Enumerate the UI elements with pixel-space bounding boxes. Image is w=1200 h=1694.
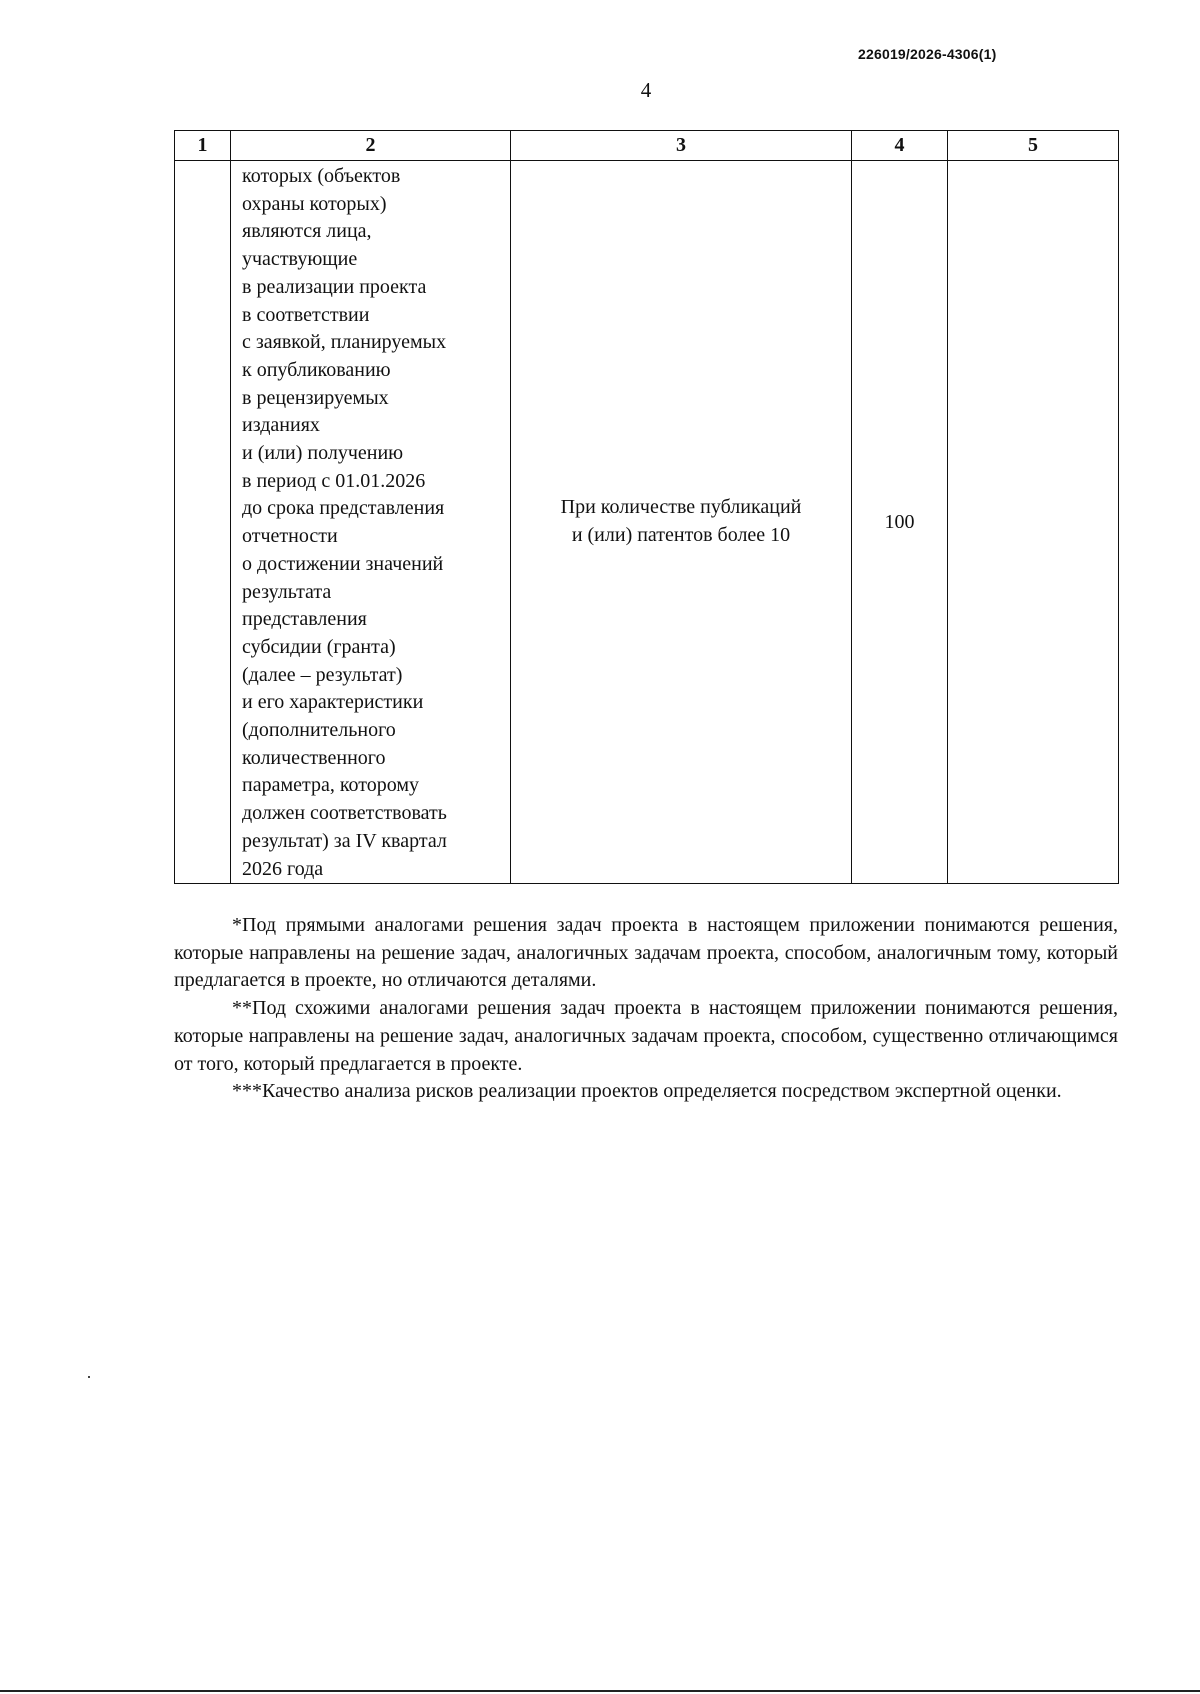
criterion-condition xyxy=(511,494,851,549)
condition-line: и (или) патентов более 10 xyxy=(571,524,791,547)
description-line: участвующие xyxy=(242,248,358,271)
cell-col2 xyxy=(231,161,511,884)
column-header-2: 2 xyxy=(231,131,511,161)
cell-col1 xyxy=(175,161,231,884)
description-line: и его характеристики xyxy=(242,691,424,714)
description-line: результат) за IV квартал xyxy=(242,829,447,852)
document-registration-number: 226019/2026-4306(1) xyxy=(858,46,997,62)
description-line: в период с 01.01.2026 xyxy=(242,469,426,492)
description-line: результата xyxy=(242,580,332,603)
scan-speck xyxy=(88,1376,90,1378)
description-line: субсидии (гранта) xyxy=(242,635,396,658)
description-line: (дополнительного xyxy=(242,719,396,742)
scan-bottom-edge xyxy=(0,1690,1200,1692)
condition-line: При количестве публикаций xyxy=(560,496,802,519)
description-line: которых (объектов xyxy=(242,165,401,187)
description-line: представления xyxy=(242,608,367,631)
description-line: 2026 года xyxy=(242,857,324,880)
cell-col5 xyxy=(948,161,1119,884)
description-line: должен соответствовать xyxy=(242,802,447,825)
column-header-4: 4 xyxy=(852,131,948,161)
description-line: в реализации проекта xyxy=(242,275,427,298)
description-line: в соответствии xyxy=(242,303,370,326)
description-line: с заявкой, планируемых xyxy=(242,331,447,354)
footnote-risk-analysis: ***Качество анализа рисков реализации проектов определяется посредством экспертной оценки. xyxy=(232,1080,1062,1103)
page-number: 4 xyxy=(640,78,652,102)
footnotes xyxy=(174,912,1118,1106)
description-line: отчетности xyxy=(242,525,338,548)
cell-col4: 100 xyxy=(852,161,948,884)
description-line: и (или) получению xyxy=(242,442,404,465)
column-header-5: 5 xyxy=(948,131,1119,161)
indicator-description xyxy=(242,163,504,883)
description-line: о достижении значений xyxy=(242,552,444,575)
column-header-1: 1 xyxy=(175,131,231,161)
description-line: количественного xyxy=(242,746,386,769)
description-line: охраны которых) xyxy=(242,192,387,215)
description-line: до срока представления xyxy=(242,497,445,520)
table-row xyxy=(175,161,1119,884)
column-header-3: 3 xyxy=(511,131,852,161)
description-line: являются лица, xyxy=(242,220,372,243)
description-line: изданиях xyxy=(242,414,320,437)
description-line: к опубликованию xyxy=(242,358,391,381)
description-line: в рецензируемых xyxy=(242,386,389,409)
description-line: (далее – результат) xyxy=(242,663,403,686)
table-header-row xyxy=(175,131,1119,161)
footnote-direct-analogs: *Под прямыми аналогами решения задач проекта в настоящем приложении понимаются решения, которые направлены на решение задач, аналогичных задачам проекта, способом, аналогичным тому, который предлагается в проекте, но отличаются деталями. xyxy=(174,914,1118,992)
description-line: параметра, которому xyxy=(242,774,420,797)
criteria-table xyxy=(174,130,1119,884)
footnote-similar-analogs: **Под схожими аналогами решения задач проекта в настоящем приложении понимаются решения, которые направлены на решение задач, аналогичных задачам проекта, способом, существенно отличающимся от того, который предлагается в проекте. xyxy=(174,997,1118,1075)
cell-col3 xyxy=(511,161,852,884)
